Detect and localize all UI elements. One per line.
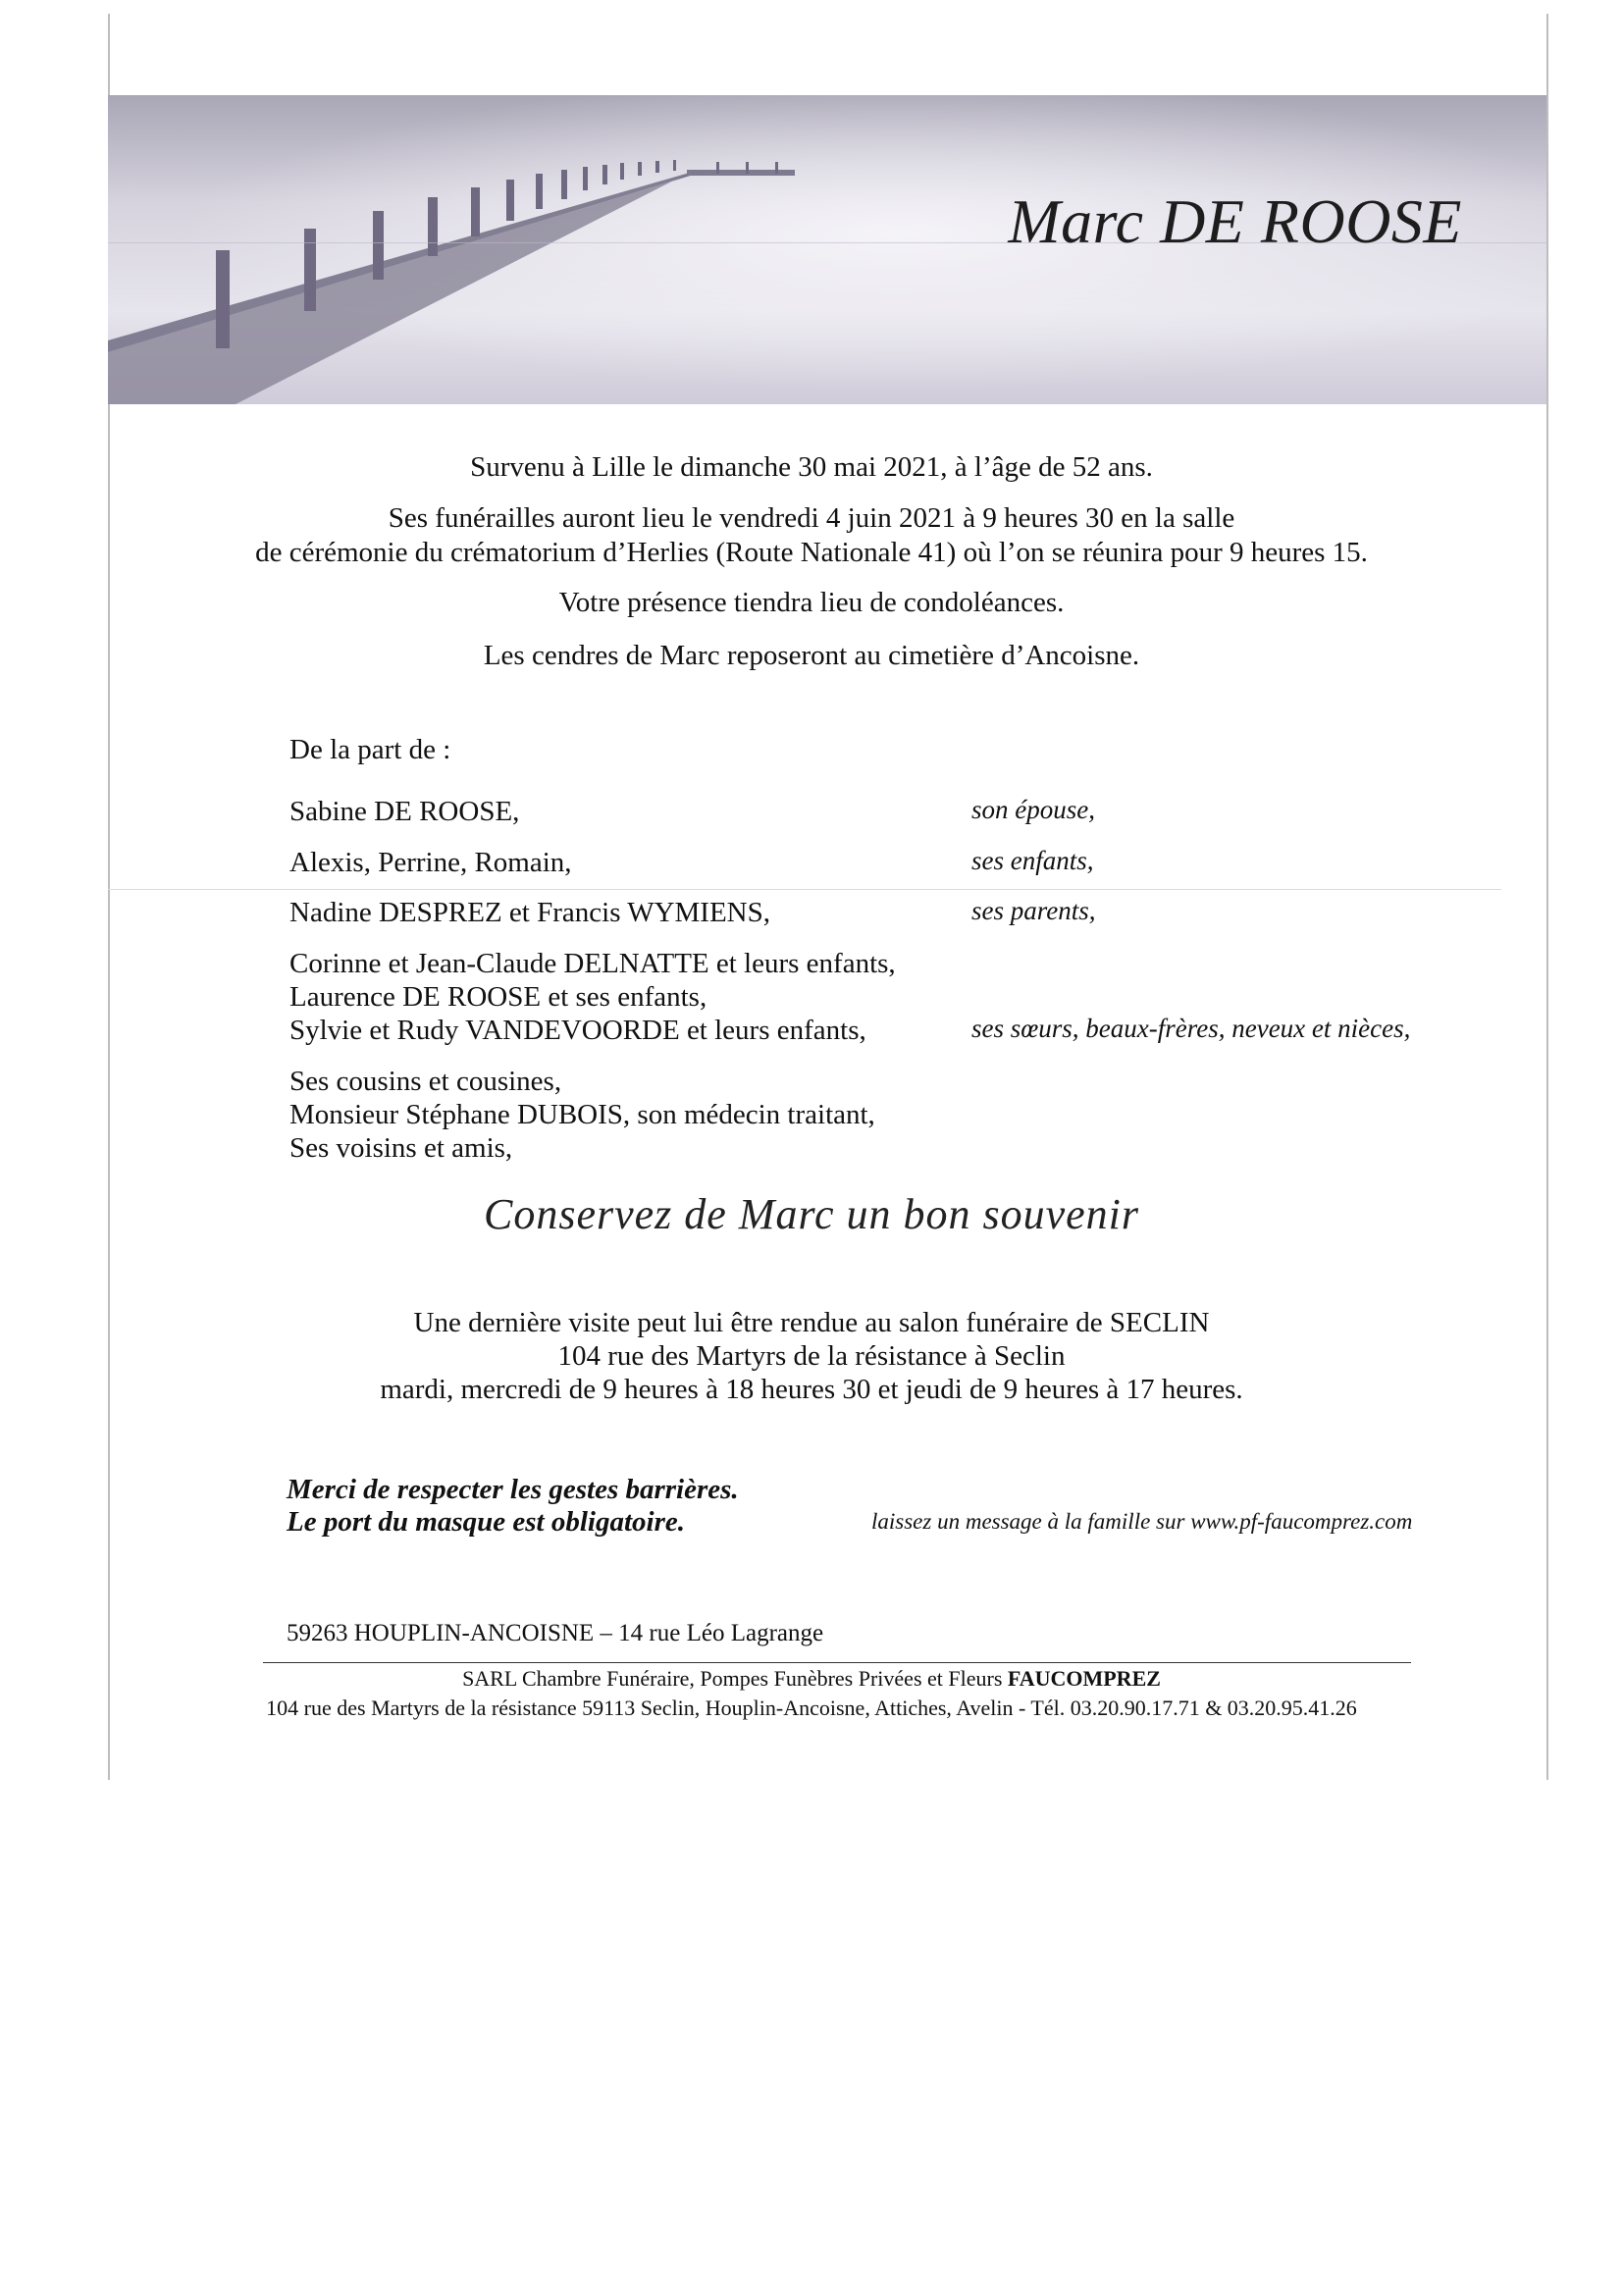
family-entry: Alexis, Perrine, Romain, — [289, 847, 572, 878]
visit-line-3: mardi, mercredi de 9 heures à 18 heures 30 et jeudi de 9 heures à 17 heures. — [380, 1374, 1243, 1405]
family-relation: ses sœurs, beaux-frères, neveux et nièces, — [971, 1014, 1411, 1043]
family-entry: Sabine DE ROOSE, — [289, 796, 520, 827]
barrier-gestures-notice: Merci de respecter les gestes barrières. — [287, 1474, 739, 1505]
family-entry: Laurence DE ROOSE et ses enfants, — [289, 981, 707, 1013]
header-banner — [108, 95, 1546, 404]
deceased-name: Marc DE ROOSE — [1008, 186, 1462, 256]
footer-address-phone: 104 rue des Martyrs de la résistance 59113 Seclin, Houplin-Ancoisne, Attiches, Avelin - Tél. 03.20.90.17.71 & 03.20.95.41.26 — [266, 1696, 1357, 1720]
footer-company-name: FAUCOMPREZ — [1007, 1666, 1161, 1691]
ashes-note: Les cendres de Marc reposeront au cimetière d’Ancoisne. — [483, 640, 1140, 671]
family-entry: Ses voisins et amis, — [289, 1132, 513, 1164]
family-entry: Sylvie et Rudy VANDEVOORDE et leurs enfants, — [289, 1015, 866, 1046]
family-intro: De la part de : — [289, 734, 451, 765]
family-relation: ses parents, — [971, 896, 1096, 925]
footer-divider — [263, 1662, 1411, 1663]
family-entry: Corinne et Jean-Claude DELNATTE et leurs enfants, — [289, 948, 896, 979]
condolences-note: Votre présence tiendra lieu de condoléances. — [558, 587, 1065, 618]
family-entry: Ses cousins et cousines, — [289, 1066, 562, 1097]
family-relation: son épouse, — [971, 795, 1095, 824]
family-relation: ses enfants, — [971, 846, 1094, 875]
family-address: 59263 HOUPLIN-ANCOISNE – 14 rue Léo Lagrange — [287, 1620, 824, 1646]
footer-company — [0, 1664, 1623, 1694]
footer-company-prefix: SARL Chambre Funéraire, Pompes Funèbres Privées et Fleurs — [462, 1666, 1008, 1691]
family-entry: Monsieur Stéphane DUBOIS, son médecin traitant, — [289, 1099, 875, 1130]
family-entry: Nadine DESPREZ et Francis WYMIENS, — [289, 897, 770, 928]
visit-line-1: Une dernière visite peut lui être rendue au salon funéraire de SECLIN — [413, 1307, 1210, 1338]
funeral-details-line-1: Ses funérailles auront lieu le vendredi 4 juin 2021 à 9 heures 30 en la salle — [388, 502, 1235, 534]
mask-notice: Le port du masque est obligatoire. — [287, 1506, 685, 1538]
funeral-details-line-2: de cérémonie du crématorium d’Herlies (Route Nationale 41) où l’on se réunira pour 9 heures 15. — [255, 537, 1368, 568]
message-link[interactable]: laissez un message à la famille sur www.pf-faucomprez.com — [871, 1509, 1413, 1534]
death-announcement: Survenu à Lille le dimanche 30 mai 2021, à l’âge de 52 ans. — [470, 451, 1153, 483]
visit-line-2: 104 rue des Martyrs de la résistance à Seclin — [557, 1340, 1066, 1372]
scan-artifact-line — [108, 889, 1501, 890]
right-page-edge — [1546, 14, 1548, 1780]
remembrance-script: Conservez de Marc un bon souvenir — [483, 1190, 1140, 1238]
